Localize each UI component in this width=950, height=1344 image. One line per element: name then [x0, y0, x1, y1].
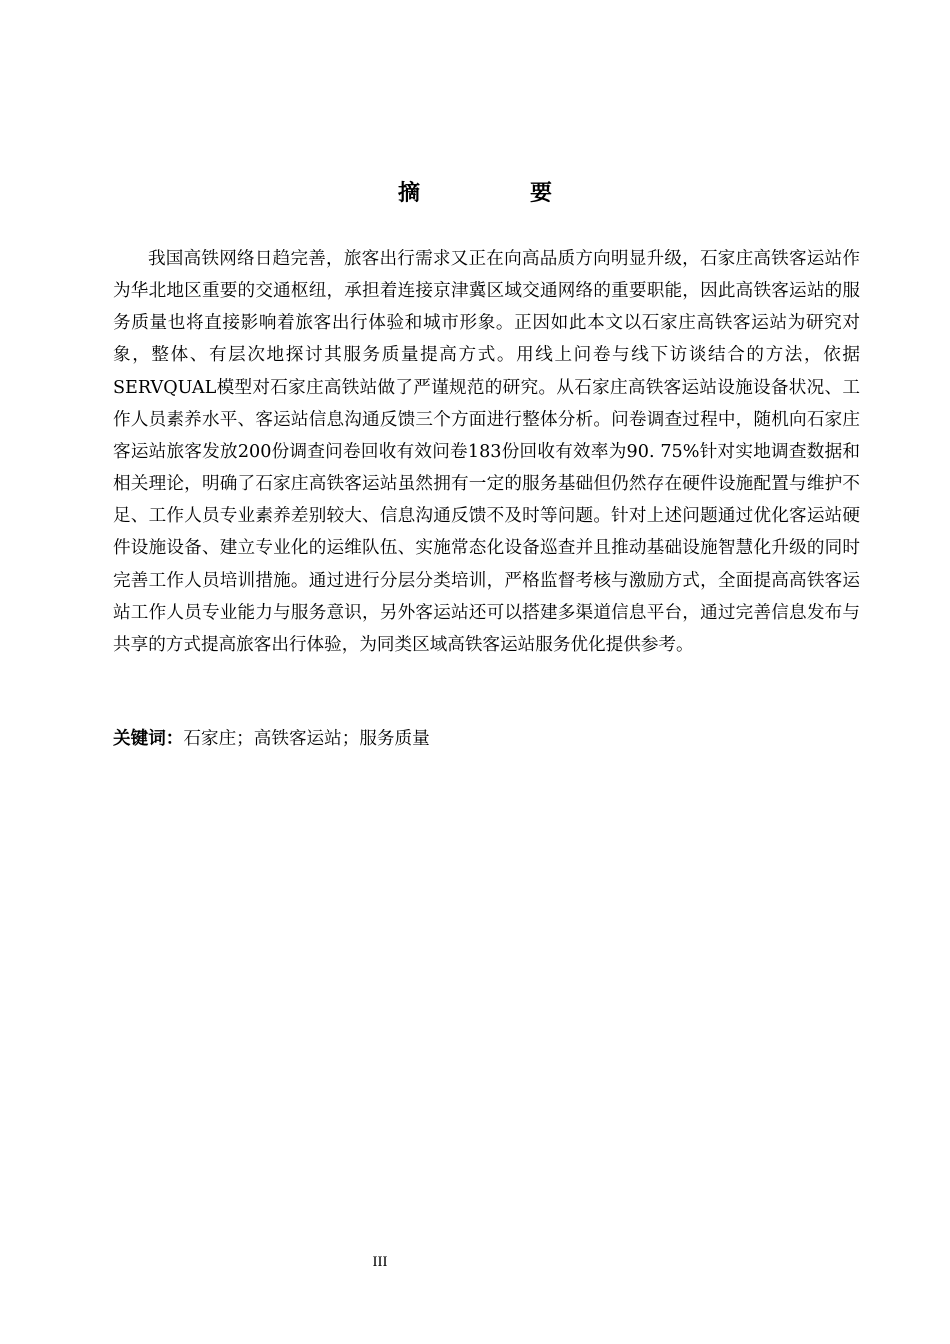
abstract-title: 摘 要	[397, 181, 596, 206]
page-number: III	[372, 1254, 388, 1270]
keywords-value: 石家庄；高铁客运站；服务质量	[183, 729, 430, 749]
abstract-body: 我国高铁网络日趋完善，旅客出行需求又正在向高品质方向明显升级，石家庄高铁客运站作为华北地区重要的交通枢纽，承担着连接京津冀区域交通网络的重要职能，因此高铁客运站的服务质量也将直接影响着旅客出行体验和城市形象。正因如此本文以石家庄高铁客运站为研究对象，整体、有层次地探讨其服务质量提高方式。用线上问卷与线下访谈结合的方法，依据SERVQUAL模型对石家庄高铁站做了严谨规范的研究。从石家庄高铁客运站设施设备状况、工作人员素养水平、客运站信息沟通反馈三个方面进行整体分析。问卷调查过程中，随机向石家庄客运站旅客发放200份调查问卷回收有效问卷183份回收有效率为90. 75%针对实地调查数据和相关理论，明确了石家庄高铁客运站虽然拥有一定的服务基础但仍然存在硬件设施配置与维护不足、工作人员专业素养差别较大、信息沟通反馈不及时等问题。针对上述问题通过优化客运站硬件设施设备、建立专业化的运维队伍、实施常态化设备巡查并且推动基础设施智慧化升级的同时完善工作人员培训措施。通过进行分层分类培训，严格监督考核与激励方式，全面提高高铁客运站工作人员专业能力与服务意识，另外客运站还可以搭建多渠道信息平台，通过完善信息发布与共享的方式提高旅客出行体验，为同类区域高铁客运站服务优化提供参考。	[113, 249, 860, 655]
keywords-label: 关键词：	[113, 729, 184, 749]
keywords-line	[113, 723, 860, 755]
